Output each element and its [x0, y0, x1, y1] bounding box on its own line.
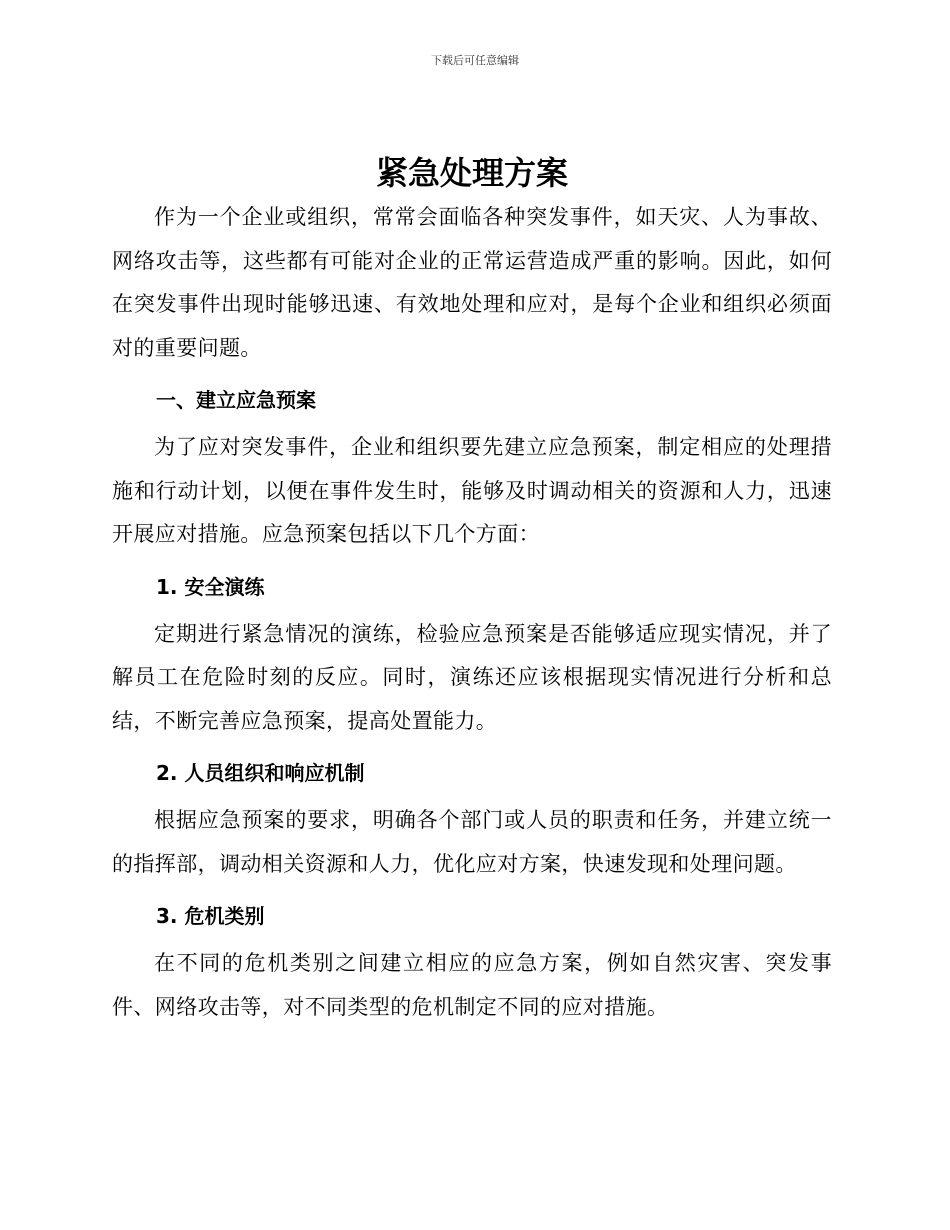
subsection-heading-2: 2. 人员组织和响应机制	[156, 761, 365, 785]
subsection-paragraph-3: 在不同的危机类别之间建立相应的应急方案，例如自然灾害、突发事件、网络攻击等，对不同类型的危机制定不同的应对措施。	[112, 951, 832, 1019]
document-title: 紧急处理方案	[375, 154, 568, 192]
intro-paragraph: 作为一个企业或组织，常常会面临各种突发事件，如天灾、人为事故、网络攻击等，这些都有可能对企业的正常运营造成严重的影响。因此，如何在突发事件出现时能够迅速、有效地处理和应对，是每个企业和组织必须面对的重要问题。	[112, 205, 832, 360]
section-heading-1: 一、建立应急预案	[156, 388, 316, 412]
subsection-heading-1: 1. 安全演练	[156, 574, 265, 599]
subsection-paragraph-1: 定期进行紧急情况的演练，检验应急预案是否能够适应现实情况，并了解员工在危险时刻的反应。同时，演练还应该根据现实情况进行分析和总结，不断完善应急预案，提高处置能力。	[112, 621, 832, 733]
header-note: 下载后可任意编辑	[431, 54, 519, 67]
section-paragraph-1: 为了应对突发事件，企业和组织要先建立应急预案，制定相应的处理措施和行动计划，以便在事件发生时，能够及时调动相关的资源和人力，迅速开展应对措施。应急预案包括以下几个方面：	[112, 435, 832, 546]
document-body	[112, 150, 832, 1029]
subsection-heading-3: 3. 危机类别	[156, 904, 265, 928]
subsection-paragraph-2: 根据应急预案的要求，明确各个部门或人员的职责和任务，并建立统一的指挥部，调动相关资源和人力，优化应对方案，快速发现和处理问题。	[112, 808, 832, 876]
